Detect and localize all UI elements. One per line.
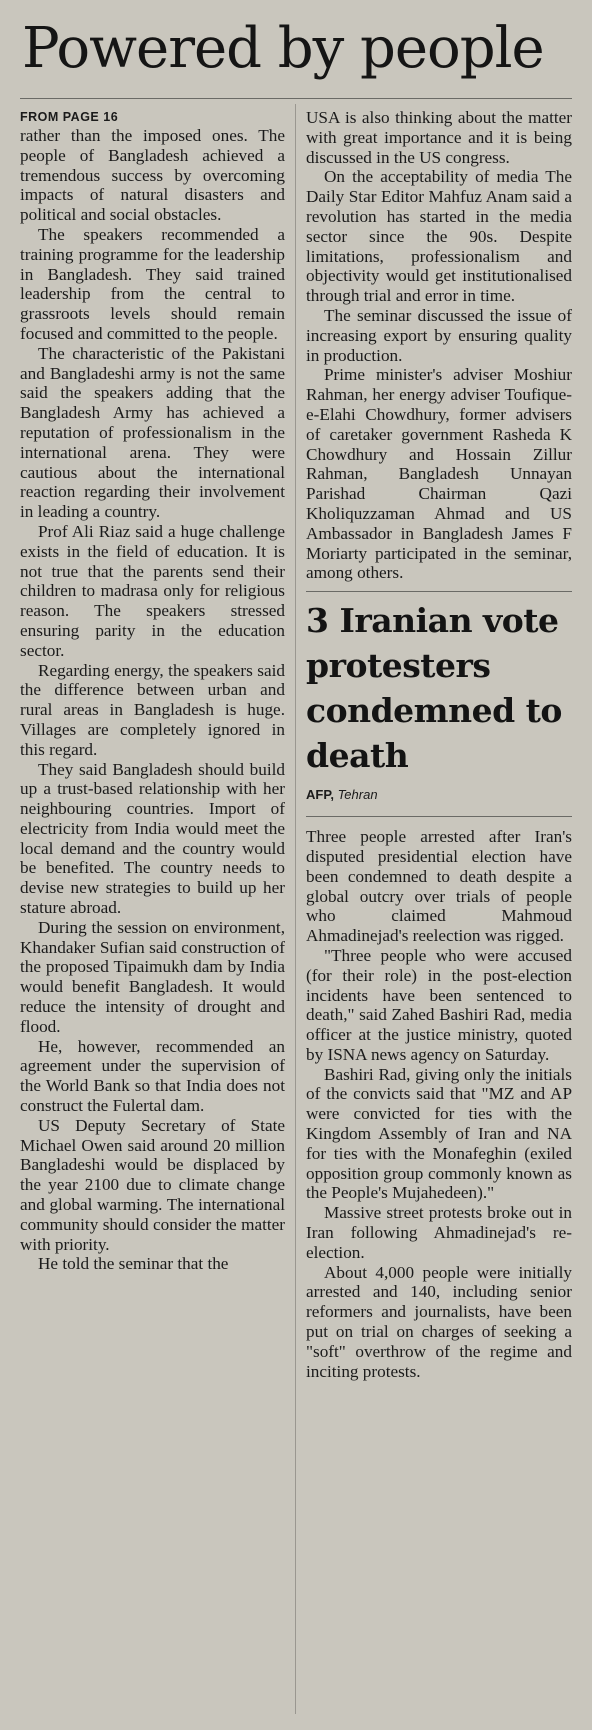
story1-paragraph: The speakers recommended a training programme for the leadership in Bangladesh. They said trained leadership from the central to grassroots levels should remain focused and committed to the people. [20, 224, 285, 343]
story2-byline [306, 786, 572, 804]
story-divider [306, 591, 572, 592]
right-column [306, 108, 572, 1381]
byline-location: Tehran [337, 787, 378, 803]
story2-paragraph: About 4,000 people were initially arrested and 140, including senior reformers and journalists, have been put on trial on charges of seeking a "soft" overthrow of the regime and inciting protests. [306, 1262, 572, 1381]
story2-headline: 3 Iranian vote protesters condemned to death [306, 601, 562, 776]
story2-paragraph: Massive street protests broke out in Iran following Ahmadinejad's re-election. [306, 1203, 572, 1262]
story1-paragraph: US Deputy Secretary of State Michael Owen said around 20 million Bangladeshi would be displaced by the year 2100 due to climate change and global warming. The international community should consider the matter with priority. [20, 1115, 285, 1254]
story1-paragraph: The seminar discussed the issue of increasing export by ensuring quality in production. [306, 305, 572, 365]
story1-paragraph: They said Bangladesh should build up a trust-based relationship with her neighbouring countries. Import of electricity from India would meet the local demand and the country would be benefited. The country needs to devise new strategies to build up her stature abroad. [20, 759, 285, 918]
story1-paragraph: He told the seminar that the [38, 1254, 229, 1274]
from-page-label: FROM PAGE 16 [20, 110, 119, 124]
story1-paragraph: On the acceptability of media The Daily Star Editor Mahfuz Anam said a revolution has started in the media sector since the 90s. Despite limitations, professionalism and objectivity would get institutionalised through trial and error in time. [306, 167, 572, 306]
story1-paragraph: Regarding energy, the speakers said the difference between urban and rural areas in Bangladesh is huge. Villages are completely ignored in this regard. [20, 660, 285, 759]
column-divider [295, 104, 296, 1714]
byline-rule [306, 816, 572, 817]
story2-paragraph: Bashiri Rad, giving only the initials of the convicts said that "MZ and AP were convicted for ties with the Kingdom Assembly of Iran and NA for ties with the Monafeghin (exiled opposition group commonly known as the People's Mujahedeen)." [306, 1064, 572, 1203]
byline-source: AFP, [306, 787, 334, 803]
story1-paragraph: The characteristic of the Pakistani and Bangladeshi army is not the same said the speakers adding that the Bangladesh Army has achieved a reputation of professionalism in the international arena. They were cautious about the international reaction regarding their involvement in leading a country. [20, 343, 285, 522]
story1-paragraph: Prof Ali Riaz said a huge challenge exists in the field of education. It is not true that the parents send their children to madrasa only for religious reason. The speakers stressed ensuring parity in the education sector. [20, 521, 285, 660]
story1-paragraph: Prime minister's adviser Moshiur Rahman, her energy adviser Toufique-e-Elahi Chowdhury, former advisers of caretaker government Rasheda K Chowdhury and Hossain Zillur Rahman, Bangladesh Unnayan Parishad Chairman Qazi Kholiquzzaman Ahmad and US Ambassador in Bangladesh James F Moriarty participated in the seminar, among others. [306, 365, 572, 583]
story1-paragraph: rather than the imposed ones. The people of Bangladesh achieved a tremendous success by overcoming impacts of natural disasters and political and social obstacles. [20, 126, 285, 225]
story1-paragraph: He, however, recommended an agreement under the supervision of the World Bank so that India does not construct the Fulertal dam. [20, 1036, 285, 1116]
story2-paragraph: "Three people who were accused (for their role) in the post-election incidents have been sentenced to death," said Zahed Bashiri Rad, media officer at the justice ministry, quoted by ISNA news agency on Saturday. [306, 945, 572, 1064]
story1-paragraph: USA is also thinking about the matter with great importance and it is being discussed in the US congress. [306, 108, 572, 167]
page-headline: Powered by people [22, 16, 544, 81]
story1-left-column [20, 108, 285, 1274]
headline-rule [20, 98, 572, 99]
story2-paragraph: Three people arrested after Iran's disputed presidential election have been condemned to death despite a global outcry over trials of people who claimed Mahmoud Ahmadinejad's reelection was rigged. [306, 827, 572, 946]
story1-paragraph: During the session on environment, Khandaker Sufian said construction of the proposed Tipaimukh dam by India would benefit Bangladesh. It would reduce the intensity of drought and flood. [20, 917, 285, 1036]
